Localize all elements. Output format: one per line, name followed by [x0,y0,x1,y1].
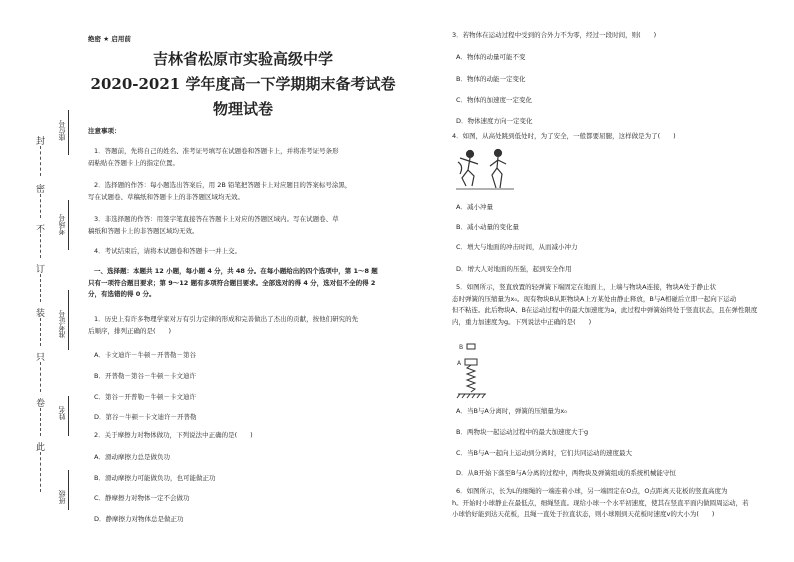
option: C．当B与A一起向上运动到分离时，它们共同运动的速度最大 [456,449,632,457]
option: B．滑动摩擦力可能做负功，也可能做正功 [94,474,216,482]
option: A．滑动摩擦力总是做负功 [94,453,170,461]
option: D．增大人对地面的压强，起到安全作用 [456,265,572,273]
option: B．物体的动能一定变化 [456,75,526,83]
jumping-figure [456,148,514,192]
blank-line [68,470,69,510]
option: C．物体的加速度一定变化 [456,96,533,104]
binding-dash [40,318,41,346]
text-line: 态时弹簧的压缩量为x₀。现有物块B从距物块A上方某处由静止释放，B与A相碰后立即一起向下运动 [452,294,737,303]
exam-room-label: 考场号 [58,214,66,235]
binding-dash [40,194,41,218]
block-b-label: B [459,344,464,351]
notes-heading: 注意事项： [88,127,121,135]
text-line: 只有一项符合题目要求；第 9～12 题有多项符合题目要求。全部选对的得 4 分，选对但不全的得 2 [88,278,376,287]
note-1 [88,146,339,169]
text-line: 6．如图所示，长为L的细绳的一端连着小球，另一端固定在O点，O点距离天花板的竖直高度为 [456,487,728,495]
question-4-stem: 4．如图，从高处跳到低处时，为了安全，一般都要屈腿，这样做是为了( ) [452,132,676,140]
spring-figure [456,338,490,400]
note-4: 4．考试结束后，请将本试题卷和答题卡一并上交。 [94,247,242,255]
text-line: 但不粘连。此后物块A、B在运动过程中的最大加速度为a，此过程中弹簧始终处于竖直状态，且在弹性限度 [452,306,758,314]
exam-subject: 物理试卷 [212,100,273,118]
text-line: 1．答题前，先将自己的姓名、准考证号填写在试题卷和答题卡上，并将准考证号条形 [94,147,339,155]
right-column [452,0,770,562]
note-3 [88,214,339,237]
binding-dash [40,274,41,302]
text-line: 码粘贴在答题卡上的指定位置。 [88,158,179,167]
text-line: 3．非选择题的作答：用签字笔直接答在答题卡上对应的答题区域内。写在试题卷、草 [94,215,339,223]
text-line: 5．如图所示，竖直放置的轻弹簧下端固定在地面上，上端与物块A连接，物块A处于静止状 [456,283,717,291]
option: C．第谷－开普勒－牛顿－卡文迪许 [94,393,197,401]
section-1-instructions [88,266,378,301]
secret-label: 绝密 ★ 启用前 [88,35,131,43]
option: A．卡文迪许－牛顿－开普勒－第谷 [94,351,196,359]
name-label: 姓名 [58,406,66,420]
binding-char: 此 [36,443,46,453]
binding-dash [40,452,41,492]
left-column [88,0,398,562]
question-2-stem: 2．关于摩擦力对物体做功，下列说法中正确的是( ) [94,431,253,439]
option: C．静摩擦力对物体一定不会做功 [94,494,190,502]
exam-school: 吉林省松原市实验高级中学 [152,50,333,68]
text-line: 内，重力加速度为g。下列说法中正确的是( ) [452,317,592,326]
exam-year: 2020-2021 学年度高一下学期期末备考试卷 [90,75,396,93]
text-line: h。开始时小球静止在最低点，细绳竖直。现给小球一个水平初速度，使其在竖直平面内做圆周运动，若 [452,498,749,507]
seat-number-label: 座位号 [58,120,66,141]
question-3-stem: 3．若物体在运动过程中受到的合外力不为零，经过一段时间，则( ) [452,31,657,39]
option: D．第谷－牛顿－卡文迪许－开普勒 [94,413,197,421]
binding-char: 卷 [36,399,46,409]
text-line: 小球恰好能到达天花板，且绳一直处于拉直状态，则小球刚到天花板时速度v的大小为( ) [452,510,715,518]
note-2 [88,180,351,203]
binding-strip [0,0,80,562]
binding-char: 订 [36,265,46,275]
binding-char: 密 [36,185,46,195]
text-line: 写在试题卷、草稿纸和答题卡上的非答题区域均无效。 [88,192,244,201]
binding-char: 只 [36,353,46,363]
option: A．减小冲量 [456,203,493,211]
text-line: 分，有选错的得 0 分。 [88,290,156,298]
option: B．开普勒－第谷－牛顿－卡文迪许 [94,372,196,380]
option: A．物体的动量可能不变 [456,53,526,61]
question-5-stem [452,282,757,328]
binding-dash [40,234,41,258]
binding-char: 装 [36,309,46,319]
text-line: 稿纸和答题卡上的非答题区域均无效。 [88,226,199,235]
binding-dash [40,362,41,392]
text-line: 一、选择题：本题共 12 小题，每小题 4 分，共 48 分。在每小题给出的四个选项中，第 1～8 题 [94,267,378,275]
option: B．两物块一起运动过程中的最大加速度大于g [456,428,589,436]
question-1-stem [88,314,358,337]
option: B．减小动量的变化量 [456,223,519,231]
binding-char: 不 [36,225,46,235]
blank-line [68,110,69,155]
option: D．静摩擦力对物体总是做正功 [94,515,184,523]
block-a-label: A [457,360,462,367]
text-line: 1．历史上有许多物理学家对万有引力定律的形成和完善做出了杰出的贡献，按他们研究的先 [94,315,359,323]
binding-dash [40,408,41,436]
option: D．物体速度方向一定变化 [456,117,533,125]
binding-dash [40,146,41,176]
option: A．当B与A分离时，弹簧的压缩量为x₀ [456,407,567,415]
question-6-stem [452,486,749,521]
text-line: 后顺序，排列正确的是( ) [88,326,172,335]
blank-line [68,200,69,250]
option: C．增大与地面的冲击时间，从而减小冲力 [456,243,578,251]
blank-line [68,290,69,350]
binding-char: 封 [36,137,46,147]
class-label: 班级 [58,490,66,504]
blank-line [68,396,69,436]
option: D．从B开始下落至B与A分离的过程中，两物块及弹簧组成的系统机械能守恒 [456,469,676,477]
ticket-number-label: 准考证号 [58,310,66,338]
text-line: 2．选择题的作答：每小题选出答案后，用 2B 铅笔把答题卡上对应题目的答案标号涂黑， [94,181,352,189]
